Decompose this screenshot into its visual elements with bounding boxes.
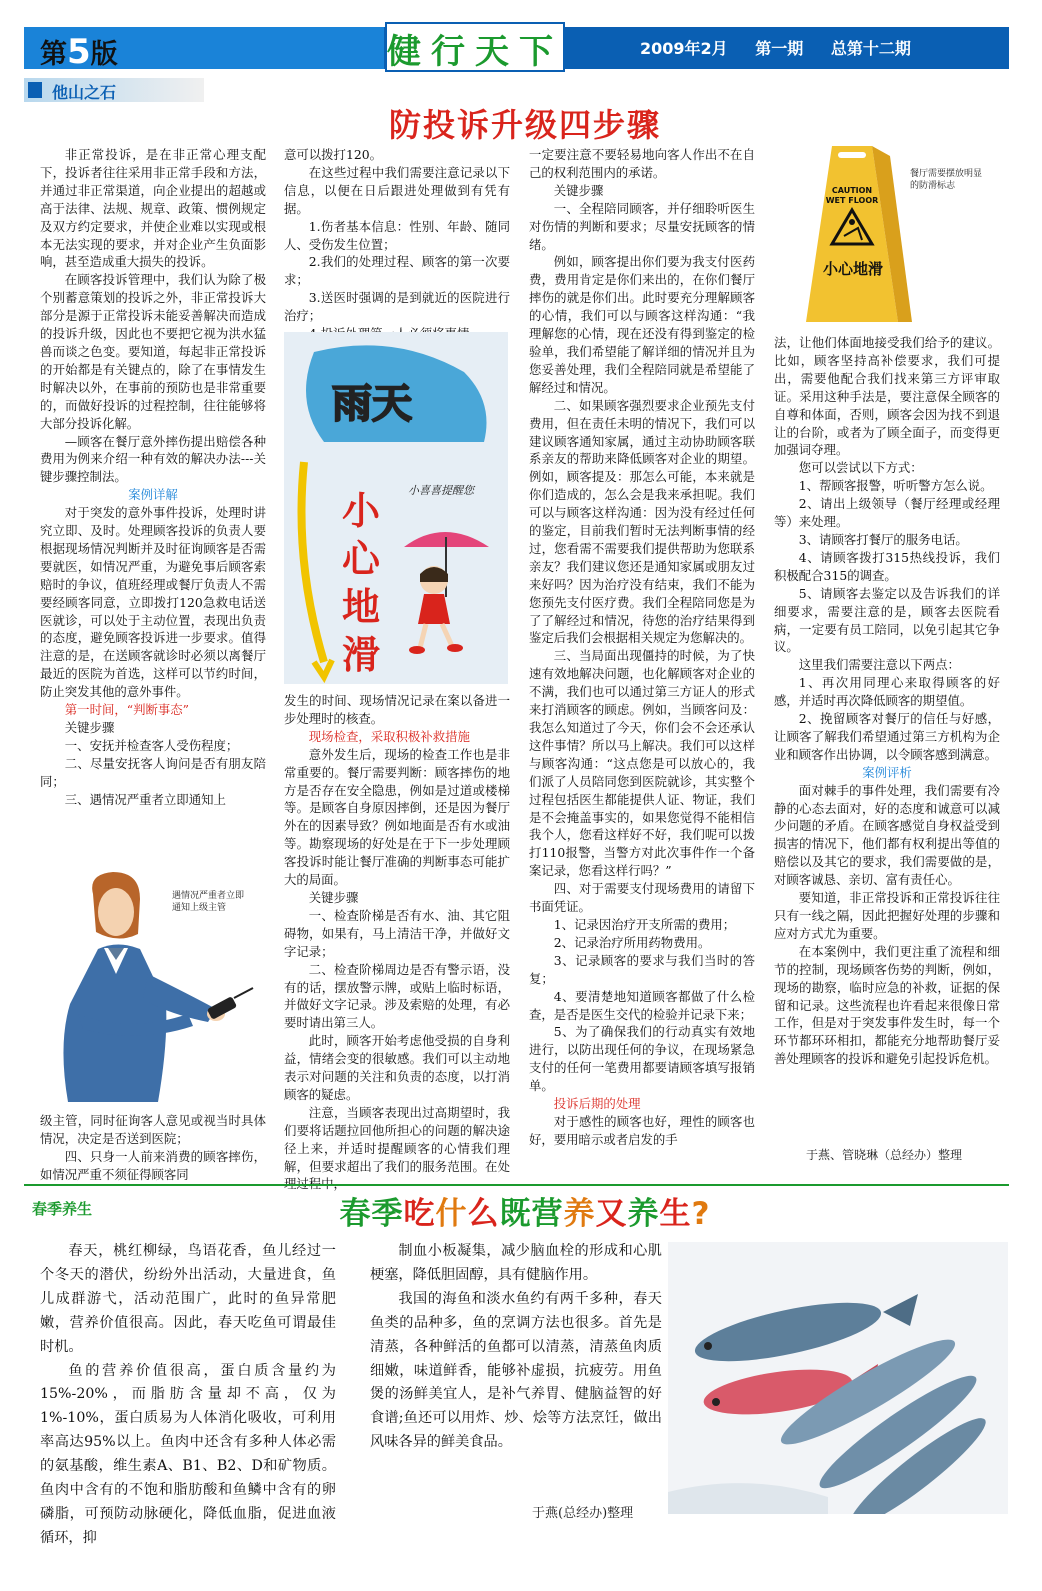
paragraph: 级主管，同时征询客人意见或视当时具体情况，决定是否送到医院； xyxy=(40,1113,266,1146)
paragraph: 1、记录因治疗开支所需的费用； xyxy=(553,916,736,932)
article-credit: 于燕(总经办)整理 xyxy=(532,1506,634,1521)
brand-title: 健行天下 xyxy=(387,32,563,72)
paragraph: 注意，当顾客表现出过高期望时，我们要将话题拉回他所担心的问题的解决途径上来，并适时提醒顾客的心情我们理解，但要求超出了我们的服务范围。在处 xyxy=(284,1104,510,1174)
paragraph: 一、全程陪同顾客，并仔细聆听医生对伤情的判断和要求；尽量安抚顾客的情绪。 xyxy=(529,200,755,252)
paragraph: 二、检查阶梯周边是否有警示语，没有的话，摆放警示牌，或贴上临时标语，并做好文字记录。涉及索赔的处理，有必要时请出第三人。 xyxy=(284,961,510,1031)
paragraph: 二、如果顾客强烈要求企业预先支付费用，但在责任未明的情况下，我们可以建议顾客通知家属，通过主动协助顾客联系亲友的帮助来降低顾客对企业的期望。例如，顾客提及：那怎么可能，本来就是你们造成的，怎么会是我来承担呢。我们可以与顾客这样沟通：因为没有经过任何的鉴定，目前我们暂时无法判断事情的经过，您看需不需要我们提供帮助为您联系亲友？我们建议您还是通知家属或朋友过来好吗？因为治疗没有结束，我们不能为您预先支付医疗费。我们全程陪同您是为了了解经过和情况，待您的治疗结果得到鉴定后我们会根据相关规定为您解决的。 xyxy=(529,397,755,646)
section-marker xyxy=(28,82,42,98)
fish-photo xyxy=(668,1242,1008,1514)
poster-title: 雨天 xyxy=(332,381,412,427)
paragraph: 这里我们需要注意以下两点： xyxy=(798,657,960,673)
paragraph: 要知道，非正常投诉和正常投诉往往只有一线之隔，因此把握好处理的步骤和应对方式尤为重要。 xyxy=(774,890,1000,941)
health-column-2 xyxy=(370,1240,662,1455)
paragraph: 在顾客投诉管理中，我们认为除了极个别蓄意策划的投诉之外，非正常投诉大部分是源于正常投诉未能妥善解决而造成的投诉升级，因此也不要把它视为洪水猛兽而谈之色变。要知道，每起非正常投诉的开始都是有关键点的，除了在事情发生时解决以外，在事前的预防也是非常重要的，而做好投诉的过程控制，往往能够将大部分投诉化解。 xyxy=(40,272,266,431)
headline-char: 季 xyxy=(371,1196,404,1232)
paragraph: 1.伤者基本信息：性别、年龄、随同人、受伤发生位置； xyxy=(284,218,510,252)
paragraph: 3、记录顾客的要求与我们当时的答复； xyxy=(529,952,755,986)
sign-english: CAUTION WET FLOOR xyxy=(825,186,879,205)
section-divider xyxy=(24,1184,1009,1186)
paragraph: 1、再次用同理心来取得顾客的好感，并适时再次降低顾客的期望值。 xyxy=(774,675,1000,709)
paragraph: 对于感性的顾客也好，理性的顾客也好，要用暗示或者启发的手 xyxy=(529,1113,755,1147)
paragraph: 4、要清楚地知道顾客都做了什么检查，是否是医生交代的检验并记录下来； xyxy=(529,988,755,1022)
paragraph: 四、对于需要支付现场费用的请留下书面凭证。 xyxy=(529,881,755,915)
wet-floor-sign-image xyxy=(772,136,1004,332)
wet-floor-sign-icon xyxy=(772,136,1004,332)
article-column-2-continued xyxy=(284,692,510,1193)
paragraph: 2.我们的处理过程、顾客的第一次要求； xyxy=(284,254,510,288)
paragraph: 春天，桃红柳绿，鸟语花香，鱼儿经过一个冬天的潜伏，纷纷外出活动，大量进食，鱼儿成群游弋，活动范围广，此时的鱼异常肥嫩，营养价值很高。因此，春天吃鱼可谓最佳时机。 xyxy=(40,1243,336,1355)
subheading: 案例详解 xyxy=(128,487,178,503)
paragraph: 5、请顾客去鉴定以及告诉我们的详细要求，需要注意的是，顾客去医院看病，一定要有员工陪同，以免引起其它争议。 xyxy=(774,585,1000,655)
subheading: 第一时间，“判断事态” xyxy=(64,702,189,718)
paragraph: 一定要注意不要轻易地向客人作出不在自己的权利范围内的承诺。 xyxy=(529,147,755,180)
paragraph: —顾客在餐厅意外摔伤提出赔偿各种费用为例来介绍一种有效的解决办法---关键步骤控制法。 xyxy=(40,433,266,485)
headline-char: ? xyxy=(691,1196,711,1232)
sign-chinese: 小心地滑 xyxy=(822,260,883,278)
health-column-1 xyxy=(40,1240,336,1551)
headline-char: 营 xyxy=(531,1196,564,1232)
image-caption: 遇情况严重者立即通知上级主管 xyxy=(172,891,245,913)
headline-char: 春 xyxy=(339,1196,372,1232)
headline-char: 么 xyxy=(467,1196,500,1232)
headline-char: 什 xyxy=(435,1196,468,1232)
paragraph: 3.送医时强调的是到就近的医院进行治疗； xyxy=(284,290,510,324)
paragraph: 在这些过程中我们需要注意记录以下信息，以便在日后跟进处理做到有凭有据。 xyxy=(284,164,510,216)
headline-char: 吃 xyxy=(403,1196,436,1232)
paragraph: 意可以拨打120。 xyxy=(284,147,382,162)
paragraph: 二、尽量安抚客人询问是否有朋友陪同； xyxy=(40,755,266,789)
paragraph: 4、请顾客拨打315热线投诉，我们积极配合315的调查。 xyxy=(774,549,1000,583)
paragraph: 一、安抚并检查客人受伤程度； xyxy=(64,737,239,753)
paragraph: 我国的海鱼和淡水鱼约有两千多种，春天鱼类的品种多，鱼的烹调方法也很多。首先是清蒸，各种鲜活的鱼都可以清蒸，清蒸鱼肉质细嫩，味道鲜香，能够补虚损，抗疲劳。用鱼煲的汤鲜美宜人，是补气养胃、健脑益智的好食谱;鱼还可以用炸、炒、烩等方法烹饪，做出风味各异的鲜美食品。 xyxy=(370,1290,662,1451)
paragraph: 意外发生后，现场的检查工作也是非常重要的。餐厅需要判断：顾客摔伤的地方是否存在安全隐患，例如是过道或楼梯等。是顾客自身原因摔倒，还是因为餐厅外在的因素导致？例如地面是否有水或油等。勘察现场的好处是在于下一步处理顾客投诉时能让餐厅准确的判断事态可能扩大的局面。 xyxy=(284,746,510,888)
article-column-1 xyxy=(40,146,266,809)
edition-label: 第5版 xyxy=(40,32,118,72)
paragraph: 三、遇情况严重者立即通知上 xyxy=(64,791,226,807)
poster-subtitle: 小心地滑 xyxy=(342,488,381,677)
article-headline xyxy=(290,1188,760,1233)
paragraph: 例如，顾客提出你们要为我支付医药费，费用肯定是你们来出的，在你们餐厅摔伤的就是你们出。此时要充分理解顾客的心情，我们可以与顾客这样沟通：“我理解您的心情，现在还没有得到鉴定的检验单，我们希望能了解详细的情况并且为您妥善处理，我们全程陪同就是希望能了解经过和情况。 xyxy=(529,254,755,395)
paragraph: 一、检查阶梯是否有水、油、其它阻碍物，如果有，马上清洁干净，并做好文字记录； xyxy=(284,907,510,959)
paragraph: 2、挽留顾客对餐厅的信任与好感，让顾客了解我们希望通过第三方机构为企业和顾客作出协调，以令顾客感到满意。 xyxy=(774,711,1000,762)
article-column-2 xyxy=(284,146,510,343)
rainy-day-poster xyxy=(284,332,508,684)
paragraph: 3、请顾客打餐厅的服务电话。 xyxy=(798,531,968,547)
paragraph: 5、为了确保我们的行动真实有效地进行，以防出现任何的争议，在现场紧急支付的任何一笔费用都要请顾客填写报销单。 xyxy=(529,1024,755,1094)
issue-info: 2009年2月 第一期 总第十二期 xyxy=(640,39,911,58)
paragraph: 对于突发的意外事件投诉，处理时讲究立即、及时。处理顾客投诉的负责人要根据现场情况判断并及时征询顾客是否需要就医，如情况严重，为避免事后顾客索赔时的争议，值班经理或餐厅负责人不需要经顾客同意，立即拨打120急救电话送医就诊，可以处于主动位置，表现出负责的态度，避免顾客投诉进一步要求。值得注意的是，在送顾客就诊时必须以离餐厅最近的医院为首选，这样可以节约时间，防止突发其他的意外事件。 xyxy=(40,505,266,700)
paragraph: 三、当局面出现僵持的时候，为了快速有效地解决问题，也化解顾客对企业的不满，我们也可以通过第三方证人的形式来打消顾客的顾虑。例如，当顾客问及：我怎么知道过了今天，你们会不会还承认这件事情？所以马上解决。我们可以这样与顾客沟通：“这点您是可以放心的，我们派了人员陪同您到医院就诊，其实整个过程包括医生都能提供人证、物证，我们是不会掩盖事实的，如果您觉得不能相信我个人，您看这样好不好，我们呢可以拨打110报警，当警方对此次事件作一个备案记录，您看这样行吗？” xyxy=(529,648,755,879)
paragraph: 2、请出上级领导（餐厅经理或经理等）来处理。 xyxy=(774,496,1000,530)
headline-char: 又 xyxy=(595,1196,628,1232)
headline-char: 养 xyxy=(563,1196,596,1232)
paragraph: 鱼的营养价值很高，蛋白质含量约为15%-20%，而脂肪含量却不高，仅为1%-10%，蛋白质易为人体消化吸收，可利用率高达95%以上。鱼肉中还含有多种人体必需的氨基酸，维生素A、B1、B2、D和矿物质。鱼肉中含有的不饱和脂肪酸和鱼鳞中含有的卵磷脂，可预防动脉硬化，降低血脂，促进血液循环，抑 xyxy=(40,1362,336,1546)
article-headline: 防投诉升级四步骤 xyxy=(388,106,661,144)
article-credit: 于燕、管晓琳（总经办）整理 xyxy=(806,1148,963,1162)
paragraph: 制血小板凝集，减少脑血栓的形成和心肌梗塞，降低胆固醇，具有健脑作用。 xyxy=(370,1243,662,1283)
paragraph: 发生的时间、现场情况记录在案以备进一步处理时的核查。 xyxy=(284,693,510,726)
paragraph: 四、只身一人前来消费的顾客摔伤，如情况严重不须征得顾客同 xyxy=(40,1148,266,1182)
subheading: 投诉后期的处理 xyxy=(553,1096,641,1112)
paragraph: 法，让他们体面地接受我们给予的建议。比如，顾客坚持高补偿要求，我们可提出，需要他配合我们找来第三方评审取证。采用这种手法是，要注意保全顾客的自尊和体面，否则，顾客会因为找不到退让的台阶，或者为了顾全面子，而变得更加强词夺理。 xyxy=(774,335,1000,458)
paragraph: 此时，顾客开始考虑他受损的自身利益，情绪会变的很敏感。我们可以主动地表示对问题的关注和负责的态度，以打消顾客的疑虑。 xyxy=(284,1033,510,1102)
section-label: 他山之石 xyxy=(52,83,117,102)
manager-illustration xyxy=(48,864,260,1104)
paragraph: 关键步骤 xyxy=(553,182,604,198)
paragraph: 您可以尝试以下方式： xyxy=(798,460,923,476)
article-column-4 xyxy=(774,334,1000,1068)
paragraph: 关键步骤 xyxy=(308,889,359,905)
subheading: 案例评析 xyxy=(862,764,912,780)
image-caption: 餐厅需要摆放明显的防滑标志 xyxy=(910,169,983,191)
article-column-3 xyxy=(529,146,755,1149)
paragraph: 1、帮顾客报警，听听警方怎么说。 xyxy=(798,478,993,494)
fish-icon xyxy=(668,1242,1008,1514)
headline-char: 养 xyxy=(627,1196,660,1232)
paragraph: 非正常投诉，是在非正常心理支配下，投诉者往往采用非正常手段和方法，并通过非正常渠道，向企业提出的超越或高于法律、法规、规章、政策、惯例规定及双方约定要求，并使企业难以实现或根本无法实现的要求，并对企业产生负面影响，甚至造成重大损失的投诉。 xyxy=(40,147,266,270)
article-column-1-continued xyxy=(40,1112,266,1184)
subheading: 现场检查，采取积极补救措施 xyxy=(308,728,470,744)
paragraph: 面对棘手的事件处理，我们需要有冷静的心态去面对，好的态度和诚意可以减少问题的矛盾。在顾客感觉自身权益受到损害的情况下，他们都有权利提出等值的赔偿以及其它的要求，我们需要做的是，对顾客诚恳、亲切、富有责任心。 xyxy=(774,782,1000,888)
headline-char: 生 xyxy=(659,1196,692,1232)
poster-tagline: 小喜喜提醒您 xyxy=(408,484,474,497)
paragraph: 在本案例中，我们更注重了流程和细节的控制，现场顾客伤势的判断，例如，现场的勘察，临时应急的补救，证据的保留和记录。这些流程也许看起来很像日常工作，但是对于突发事件发生时，每一个环节都环环相扣，都能充分地帮助餐厅妥善处理顾客的投诉和避免引起投诉危机。 xyxy=(774,943,1000,1067)
headline-char: 既 xyxy=(499,1196,532,1232)
paragraph: 2、记录治疗所用药物费用。 xyxy=(553,934,711,950)
paragraph: 关键步骤 xyxy=(64,720,115,735)
section-label: 春季养生 xyxy=(32,1200,93,1218)
